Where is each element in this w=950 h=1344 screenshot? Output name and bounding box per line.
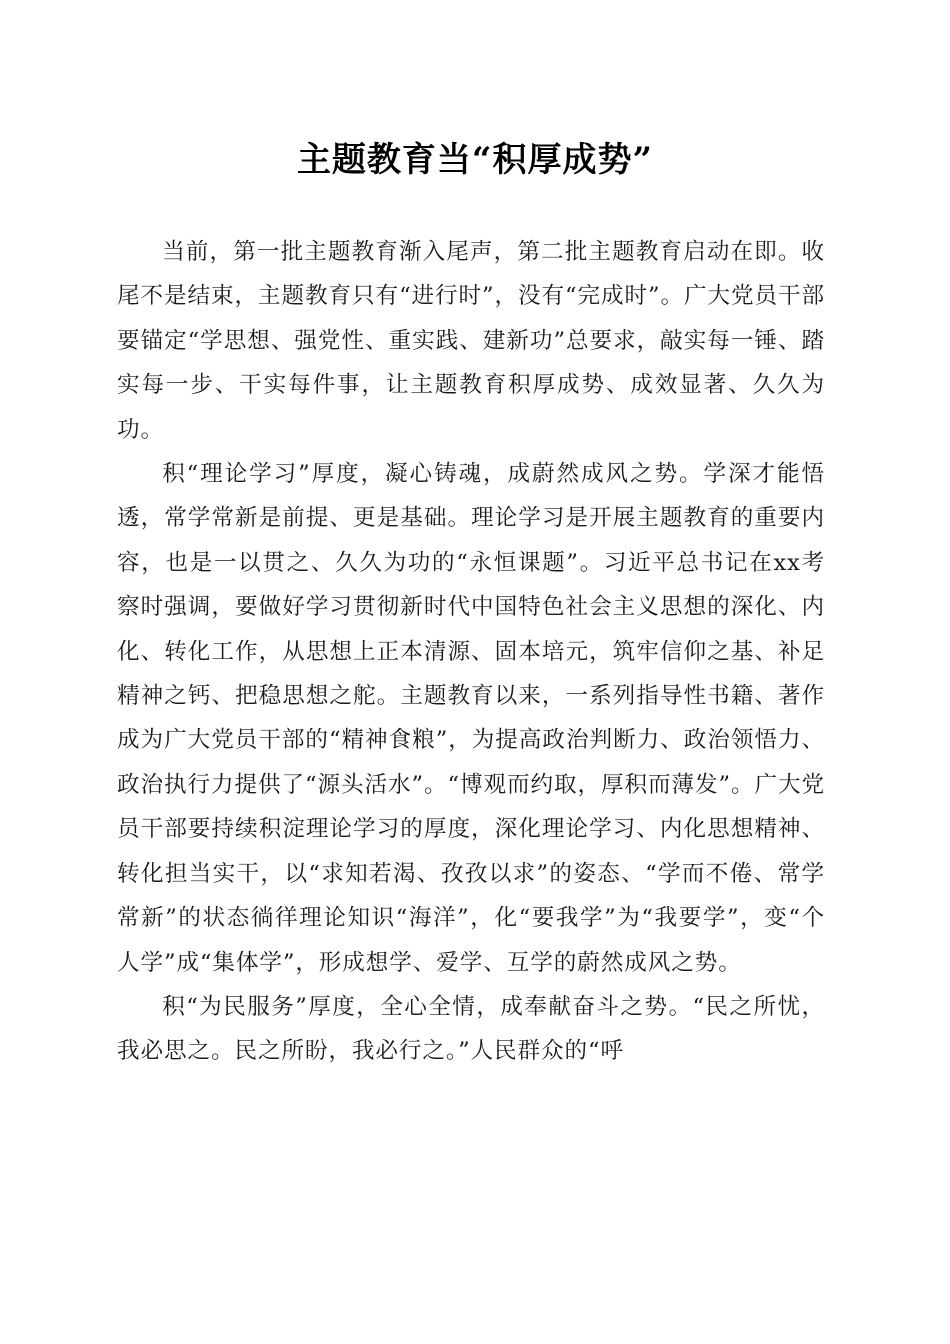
paragraph-serve-people: 积“为民服务”厚度，全心全情，成奉献奋斗之势。“民之所忧，我必思之。民之所盼，我必行之。”人民群众的“呼 <box>117 993 825 1065</box>
page-title: 主题教育当“积厚成势” <box>296 140 654 180</box>
document-body <box>117 230 825 1074</box>
paragraph-intro: 当前，第一批主题教育渐入尾声，第二批主题教育启动在即。收尾不是结束，主题教育只有“进行时”，没有“完成时”。广大党员干部要锚定“学思想、强党性、重实践、建新功”总要求，敲实每一锤、踏实每一步、干实每件事，让主题教育积厚成势、成效显著、久久为功。 <box>117 239 825 443</box>
paragraph-theory-study: 积“理论学习”厚度，凝心铸魂，成蔚然成风之势。学深才能悟透，常学常新是前提、更是基础。理论学习是开展主题教育的重要内容，也是一以贯之、久久为功的“永恒课题”。习近平总书记在xx考察时强调，要做好学习贯彻新时代中国特色社会主义思想的深化、内化、转化工作，从思想上正本清源、固本培元，筑牢信仰之基、补足精神之钙、把稳思想之舵。主题教育以来，一系列指导性书籍、著作成为广大党员干部的“精神食粮”，为提高政治判断力、政治领悟力、政治执行力提供了“源头活水”。“博观而约取，厚积而薄发”。广大党员干部要持续积淀理论学习的厚度，深化理论学习、内化思想精神、转化担当实干，以“求知若渴、孜孜以求”的姿态、“学而不倦、常学常新”的状态徜徉理论知识“海洋”，化“要我学”为“我要学”，变“个人学”成“集体学”，形成想学、爱学、互学的蔚然成风之势。 <box>117 461 825 976</box>
